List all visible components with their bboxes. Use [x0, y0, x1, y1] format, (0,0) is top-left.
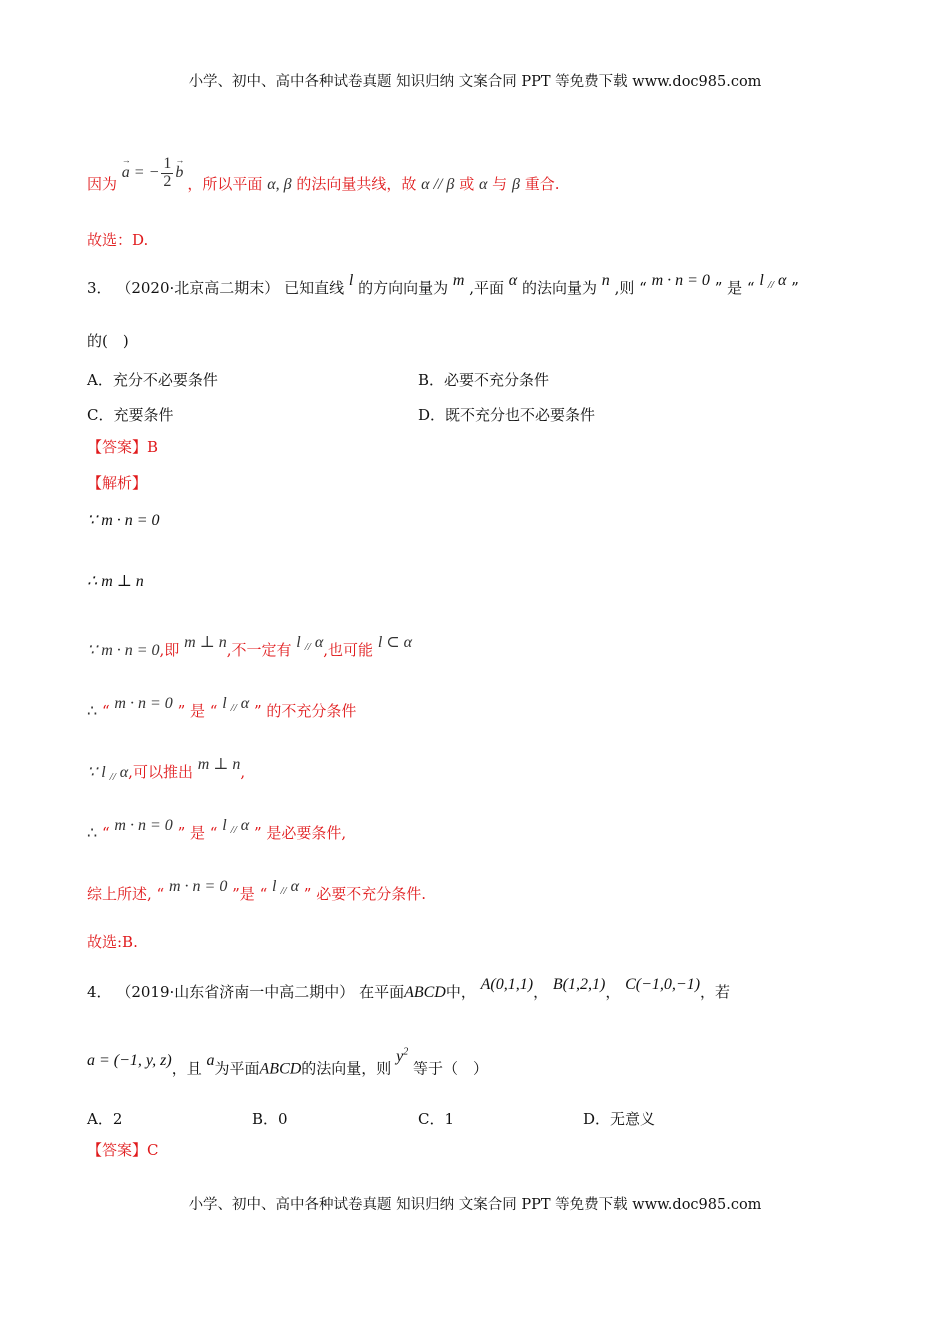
q3-analysis-label: 【解析】: [87, 474, 148, 492]
a7-math-2: l // α: [272, 878, 300, 897]
q4-option-c-key: C．: [418, 1110, 445, 1128]
alpha-beta: α, β: [267, 175, 292, 193]
q4-number: 4．: [87, 983, 112, 1001]
a6-text-3: ” 是必要条件,: [253, 824, 347, 842]
a5-math-1: ∵ l // α: [87, 764, 129, 783]
a6-math-2: l // α: [222, 817, 250, 836]
a5-math-2: m ⊥ n: [197, 756, 241, 773]
alpha-symbol: α: [478, 175, 488, 193]
q4-text-2: 中，: [445, 983, 476, 1001]
a4-text-2: ” 是 “: [177, 702, 218, 720]
plane-abcd: ABCD: [404, 984, 446, 1001]
q4-option-d[interactable]: [583, 1108, 655, 1129]
dot-product-eq: m · n = 0: [651, 272, 710, 289]
q3-stem: [87, 272, 799, 297]
a3-math-4: l ⊂ α: [377, 634, 413, 651]
a6-text-1: “: [101, 824, 110, 842]
analysis-step-1: ∵ m · n = 0: [87, 512, 160, 529]
analysis-step-3: [87, 634, 413, 659]
q3-number: 3．: [87, 279, 112, 297]
q3-text-4: 的法向量为: [521, 279, 597, 297]
q3-option-b-key: B．: [418, 371, 445, 389]
a5-text-1: ,可以推出: [128, 763, 193, 781]
q3-stem-end: 的( ): [87, 332, 129, 350]
q3-option-d-text: 既不充分也不必要条件: [445, 406, 596, 424]
q3-text-3: ,平面: [469, 279, 505, 297]
a4-text-3: ” 的不充分条件: [253, 702, 357, 720]
q4-option-a[interactable]: [87, 1108, 122, 1129]
a4-text-1: “: [101, 702, 110, 720]
q3-option-a-text: 充分不必要条件: [112, 371, 218, 389]
q3-option-d[interactable]: [418, 404, 595, 425]
q3-option-c-text: 充要条件: [113, 406, 174, 424]
q3-option-d-key: D．: [418, 406, 446, 424]
a7-text-3: ” 必要不充分条件.: [303, 885, 427, 903]
a4-math-1: m · n = 0: [114, 695, 173, 712]
a3-math-3: l // α: [296, 634, 324, 653]
analysis-summary: [87, 878, 427, 903]
vector-n: n: [601, 272, 610, 289]
analysis-step-6: [87, 817, 347, 842]
q4-stem: [87, 976, 731, 1001]
prev-reason-e: 与: [492, 174, 508, 193]
q3-option-b[interactable]: [418, 369, 549, 390]
q4-option-b[interactable]: [252, 1108, 288, 1129]
l-parallel-alpha: l // α: [759, 272, 787, 291]
q4-option-a-text: 2: [112, 1110, 123, 1128]
q3-text-7: ”: [791, 279, 799, 297]
q3-option-a-key: A．: [87, 371, 113, 389]
q4-option-d-key: D．: [583, 1110, 611, 1128]
analysis-step-5: [87, 756, 246, 783]
prev-reason-a: 因为: [87, 174, 118, 193]
a3-text-2: ,不一定有: [226, 641, 292, 659]
q4-option-b-text: 0: [278, 1110, 288, 1128]
beta-symbol: β: [511, 175, 520, 193]
q4-answer-label: 【答案】: [87, 1141, 148, 1159]
page-header: 小学、初中、高中各种试卷真题 知识归纳 文案合同 PPT 等免费下载 www.doc985.com: [188, 74, 762, 90]
a3-text-3: ,也可能: [323, 641, 374, 659]
a4-math-2: l // α: [222, 695, 250, 714]
a7-text-2: ”是 “: [232, 885, 268, 903]
q4-text-5: 为平面: [214, 1059, 260, 1078]
q3-option-b-text: 必要不充分条件: [444, 371, 550, 389]
q3-source: （2020·北京高二期末）: [116, 279, 280, 297]
q4-comma-2: ，: [605, 983, 621, 1001]
q4-text-4: ，且: [171, 1059, 202, 1078]
prev-reason-line: [87, 154, 560, 203]
q3-answer-label: 【答案】: [87, 438, 148, 456]
vector-a-def: a = (−1, y, z): [87, 1052, 172, 1070]
q3-answer-value: B: [147, 438, 159, 456]
analysis-step-4: [87, 695, 357, 720]
vector-m: m: [452, 272, 465, 289]
q4-text-7: 等于（ ）: [412, 1059, 488, 1078]
a7-text-1: 综上所述, “: [87, 885, 165, 903]
analysis-step-2: ∴ m ⊥ n: [87, 573, 144, 590]
q4-option-b-key: B．: [252, 1110, 279, 1128]
point-b: B(1,2,1): [552, 976, 606, 993]
vector-a: a: [206, 1052, 215, 1070]
q3-answer: [87, 440, 158, 455]
prev-reason-d: 或: [459, 174, 475, 193]
prev-reason-f: 重合.: [524, 174, 560, 193]
q4-answer-value: C: [147, 1141, 159, 1159]
a6-text-2: ” 是 “: [177, 824, 218, 842]
q4-option-d-text: 无意义: [610, 1110, 656, 1128]
line-l: l: [348, 272, 354, 289]
plane-alpha: α: [508, 272, 518, 289]
q4-text-3: ，若: [700, 983, 731, 1001]
y-squared: $y^2$: [396, 1047, 409, 1066]
q4-source: （2019·山东省济南一中高二期中）: [116, 983, 355, 1001]
q3-conclusion: 故选:B.: [87, 933, 138, 951]
a3-math-1: ∵ m · n = 0: [87, 642, 160, 659]
a7-math-1: m · n = 0: [169, 878, 228, 895]
point-c: C(−1,0,−1): [625, 976, 701, 993]
prev-conclusion: 故选：D.: [87, 231, 149, 249]
therefore-icon-2: ∴: [87, 825, 98, 842]
q4-text-6: 的法向量，则: [301, 1059, 392, 1078]
q4-option-c-text: 1: [444, 1110, 455, 1128]
a3-text-1: ,即: [159, 641, 180, 659]
page-footer: 小学、初中、高中各种试卷真题 知识归纳 文案合同 PPT 等免费下载 www.doc985.com: [188, 1197, 762, 1213]
q3-text-6: ” 是 “: [714, 279, 755, 297]
q3-option-c-key: C．: [87, 406, 114, 424]
q3-text-5: ,则 “: [614, 279, 647, 297]
q4-answer: [87, 1143, 159, 1158]
vector-eq-a-b: a → = − $\frac{1}{2}$ b →: [121, 154, 185, 190]
plane-abcd-2: ABCD: [259, 1060, 302, 1078]
prev-reason-b: ，所以平面: [187, 174, 263, 193]
q3-option-c[interactable]: [87, 404, 174, 425]
a5-text-2: ,: [240, 763, 246, 781]
q3-option-a[interactable]: [87, 369, 218, 390]
a6-math-1: m · n = 0: [114, 817, 173, 834]
q4-option-a-key: A．: [87, 1110, 113, 1128]
q4-text-1: 在平面: [359, 983, 405, 1001]
q3-text-2: 的方向向量为: [358, 279, 449, 297]
alpha-parallel-beta: α // β: [421, 175, 455, 193]
prev-reason-c: 的法向量共线，故: [296, 174, 417, 193]
q3-text-1: 已知直线: [284, 279, 345, 297]
q4-stem-2: [87, 1047, 488, 1078]
point-a: A(0,1,1): [480, 976, 534, 993]
therefore-icon: ∴: [87, 703, 98, 720]
a3-math-2: m ⊥ n: [184, 634, 227, 651]
q4-option-c[interactable]: [418, 1108, 454, 1129]
q4-comma-1: ，: [533, 983, 549, 1001]
